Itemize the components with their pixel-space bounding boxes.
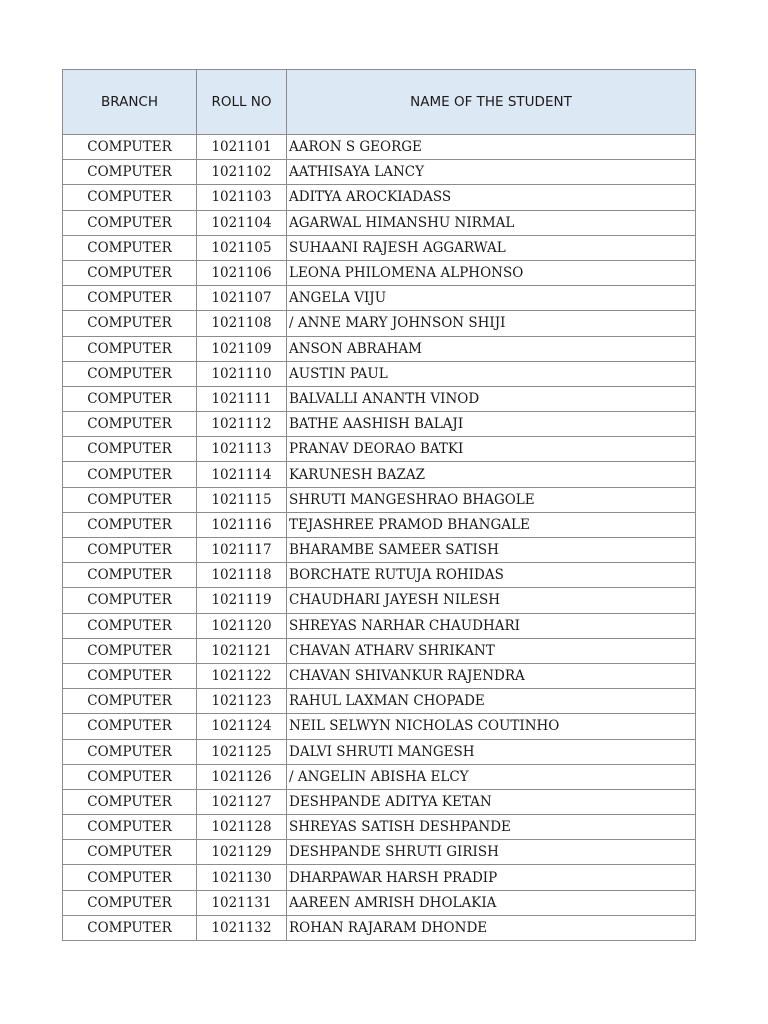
table-row <box>63 588 696 613</box>
table-row <box>63 915 696 940</box>
table-row <box>63 286 696 311</box>
cell-branch: COMPUTER <box>63 512 197 537</box>
cell-branch: COMPUTER <box>63 437 197 462</box>
table-row <box>63 336 696 361</box>
table-row <box>63 538 696 563</box>
table-row <box>63 210 696 235</box>
table-row <box>63 260 696 285</box>
table-row <box>63 386 696 411</box>
cell-roll-no: 1021108 <box>197 311 287 336</box>
table-row <box>63 890 696 915</box>
cell-roll-no: 1021129 <box>197 840 287 865</box>
table-row <box>63 789 696 814</box>
cell-branch: COMPUTER <box>63 361 197 386</box>
table-row <box>63 815 696 840</box>
cell-student-name: TEJASHREE PRAMOD BHANGALE <box>287 512 696 537</box>
table-row <box>63 689 696 714</box>
cell-branch: COMPUTER <box>63 412 197 437</box>
cell-roll-no: 1021124 <box>197 714 287 739</box>
column-header-name: NAME OF THE STUDENT <box>287 70 696 135</box>
cell-student-name: / ANGELIN ABISHA ELCY <box>287 764 696 789</box>
cell-roll-no: 1021104 <box>197 210 287 235</box>
table-row <box>63 613 696 638</box>
cell-student-name: CHAVAN SHIVANKUR RAJENDRA <box>287 663 696 688</box>
cell-branch: COMPUTER <box>63 613 197 638</box>
cell-student-name: / ANNE MARY JOHNSON SHIJI <box>287 311 696 336</box>
table-row <box>63 135 696 160</box>
table-row <box>63 739 696 764</box>
cell-branch: COMPUTER <box>63 260 197 285</box>
cell-branch: COMPUTER <box>63 789 197 814</box>
cell-student-name: CHAUDHARI JAYESH NILESH <box>287 588 696 613</box>
cell-student-name: ANGELA VIJU <box>287 286 696 311</box>
cell-roll-no: 1021125 <box>197 739 287 764</box>
cell-roll-no: 1021110 <box>197 361 287 386</box>
cell-student-name: DHARPAWAR HARSH PRADIP <box>287 865 696 890</box>
cell-student-name: PRANAV DEORAO BATKI <box>287 437 696 462</box>
cell-roll-no: 1021101 <box>197 135 287 160</box>
table-row <box>63 764 696 789</box>
table-row <box>63 185 696 210</box>
cell-student-name: KARUNESH BAZAZ <box>287 462 696 487</box>
cell-branch: COMPUTER <box>63 538 197 563</box>
cell-student-name: BORCHATE RUTUJA ROHIDAS <box>287 563 696 588</box>
table-row <box>63 512 696 537</box>
cell-branch: COMPUTER <box>63 185 197 210</box>
cell-branch: COMPUTER <box>63 386 197 411</box>
cell-student-name: AGARWAL HIMANSHU NIRMAL <box>287 210 696 235</box>
cell-student-name: BHARAMBE SAMEER SATISH <box>287 538 696 563</box>
cell-student-name: SHREYAS SATISH DESHPANDE <box>287 815 696 840</box>
cell-student-name: RAHUL LAXMAN CHOPADE <box>287 689 696 714</box>
table-row <box>63 412 696 437</box>
cell-roll-no: 1021120 <box>197 613 287 638</box>
student-roster-table <box>62 69 696 941</box>
table-body <box>63 135 696 941</box>
cell-branch: COMPUTER <box>63 764 197 789</box>
cell-branch: COMPUTER <box>63 336 197 361</box>
table-row <box>63 311 696 336</box>
cell-roll-no: 1021102 <box>197 160 287 185</box>
cell-student-name: ADITYA AROCKIADASS <box>287 185 696 210</box>
cell-branch: COMPUTER <box>63 915 197 940</box>
cell-roll-no: 1021127 <box>197 789 287 814</box>
table-row <box>63 865 696 890</box>
cell-branch: COMPUTER <box>63 840 197 865</box>
cell-roll-no: 1021131 <box>197 890 287 915</box>
cell-branch: COMPUTER <box>63 563 197 588</box>
cell-student-name: SHRUTI MANGESHRAO BHAGOLE <box>287 487 696 512</box>
cell-roll-no: 1021115 <box>197 487 287 512</box>
cell-roll-no: 1021117 <box>197 538 287 563</box>
table-header <box>63 70 696 135</box>
cell-student-name: ANSON ABRAHAM <box>287 336 696 361</box>
cell-roll-no: 1021114 <box>197 462 287 487</box>
table-row <box>63 714 696 739</box>
cell-roll-no: 1021123 <box>197 689 287 714</box>
cell-roll-no: 1021132 <box>197 915 287 940</box>
cell-branch: COMPUTER <box>63 689 197 714</box>
cell-branch: COMPUTER <box>63 865 197 890</box>
table-row <box>63 638 696 663</box>
cell-roll-no: 1021113 <box>197 437 287 462</box>
cell-student-name: DESHPANDE SHRUTI GIRISH <box>287 840 696 865</box>
cell-roll-no: 1021116 <box>197 512 287 537</box>
cell-roll-no: 1021112 <box>197 412 287 437</box>
cell-branch: COMPUTER <box>63 286 197 311</box>
cell-student-name: AARON S GEORGE <box>287 135 696 160</box>
table-row <box>63 663 696 688</box>
table-row <box>63 361 696 386</box>
cell-branch: COMPUTER <box>63 588 197 613</box>
cell-roll-no: 1021109 <box>197 336 287 361</box>
cell-branch: COMPUTER <box>63 135 197 160</box>
cell-branch: COMPUTER <box>63 890 197 915</box>
table-row <box>63 487 696 512</box>
cell-branch: COMPUTER <box>63 210 197 235</box>
cell-student-name: BALVALLI ANANTH VINOD <box>287 386 696 411</box>
cell-roll-no: 1021128 <box>197 815 287 840</box>
cell-student-name: SUHAANI RAJESH AGGARWAL <box>287 235 696 260</box>
table-row <box>63 840 696 865</box>
cell-student-name: DESHPANDE ADITYA KETAN <box>287 789 696 814</box>
cell-branch: COMPUTER <box>63 235 197 260</box>
cell-branch: COMPUTER <box>63 311 197 336</box>
cell-student-name: CHAVAN ATHARV SHRIKANT <box>287 638 696 663</box>
column-header-roll-no: ROLL NO <box>197 70 287 135</box>
cell-student-name: AAREEN AMRISH DHOLAKIA <box>287 890 696 915</box>
table-row <box>63 160 696 185</box>
cell-roll-no: 1021126 <box>197 764 287 789</box>
cell-roll-no: 1021121 <box>197 638 287 663</box>
cell-student-name: BATHE AASHISH BALAJI <box>287 412 696 437</box>
cell-roll-no: 1021107 <box>197 286 287 311</box>
cell-roll-no: 1021105 <box>197 235 287 260</box>
cell-student-name: AATHISAYA LANCY <box>287 160 696 185</box>
cell-branch: COMPUTER <box>63 815 197 840</box>
cell-roll-no: 1021130 <box>197 865 287 890</box>
table-row <box>63 235 696 260</box>
cell-student-name: AUSTIN PAUL <box>287 361 696 386</box>
cell-roll-no: 1021103 <box>197 185 287 210</box>
cell-roll-no: 1021111 <box>197 386 287 411</box>
column-header-branch: BRANCH <box>63 70 197 135</box>
table-row <box>63 462 696 487</box>
cell-student-name: LEONA PHILOMENA ALPHONSO <box>287 260 696 285</box>
table-row <box>63 563 696 588</box>
cell-branch: COMPUTER <box>63 663 197 688</box>
cell-roll-no: 1021119 <box>197 588 287 613</box>
cell-student-name: ROHAN RAJARAM DHONDE <box>287 915 696 940</box>
header-row <box>63 70 696 135</box>
cell-student-name: DALVI SHRUTI MANGESH <box>287 739 696 764</box>
cell-branch: COMPUTER <box>63 638 197 663</box>
cell-student-name: SHREYAS NARHAR CHAUDHARI <box>287 613 696 638</box>
table-row <box>63 437 696 462</box>
cell-student-name: NEIL SELWYN NICHOLAS COUTINHO <box>287 714 696 739</box>
cell-branch: COMPUTER <box>63 462 197 487</box>
cell-branch: COMPUTER <box>63 714 197 739</box>
cell-branch: COMPUTER <box>63 739 197 764</box>
cell-branch: COMPUTER <box>63 487 197 512</box>
cell-roll-no: 1021118 <box>197 563 287 588</box>
cell-roll-no: 1021106 <box>197 260 287 285</box>
cell-branch: COMPUTER <box>63 160 197 185</box>
cell-roll-no: 1021122 <box>197 663 287 688</box>
